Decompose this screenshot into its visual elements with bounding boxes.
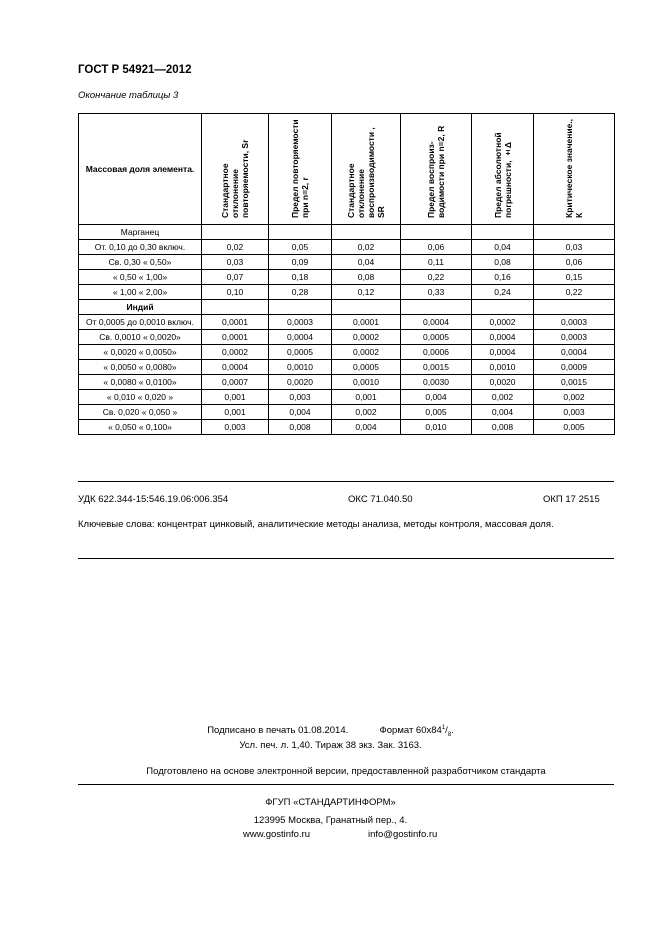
- table-row: [79, 315, 615, 330]
- value-cell: 0,0009: [534, 360, 615, 375]
- value-cell: 0,004: [401, 390, 472, 405]
- udk-code: УДК 622.344-15:546.19.06:006.354: [78, 494, 229, 505]
- value-cell: 0,0004: [202, 360, 269, 375]
- value-cell: 0,0015: [534, 375, 615, 390]
- value-cell: 0,002: [534, 390, 615, 405]
- signed-date: Подписано в печать 01.08.2014.: [207, 725, 349, 737]
- divider-bottom: [78, 558, 614, 559]
- oks-code: ОКС 71.040.50: [348, 494, 413, 505]
- value-cell: 0,03: [202, 255, 269, 270]
- table-row: [79, 285, 615, 300]
- value-cell: 0,004: [332, 420, 401, 435]
- range-cell: От. 0,10 до 0,30 включ.: [79, 240, 202, 255]
- value-cell: 0,0005: [332, 360, 401, 375]
- empty-cell: [202, 225, 269, 240]
- okp-code: ОКП 17 2515: [543, 494, 600, 505]
- value-cell: 0,0010: [269, 360, 332, 375]
- precision-table: [78, 113, 615, 435]
- value-cell: 0,0020: [269, 375, 332, 390]
- value-cell: 0,002: [332, 405, 401, 420]
- publisher-address: 123995 Москва, Гранатный пер., 4.: [253, 815, 408, 826]
- value-cell: 0,0010: [332, 375, 401, 390]
- value-cell: 0,001: [202, 390, 269, 405]
- column-header-R: Предел воспроиз-водимости при n=2, R: [401, 114, 472, 225]
- value-cell: 0,0004: [472, 330, 534, 345]
- empty-cell: [472, 300, 534, 315]
- value-cell: 0,22: [534, 285, 615, 300]
- value-cell: 0,09: [269, 255, 332, 270]
- table-row: [79, 390, 615, 405]
- column-header-sR: Стандартное отклонение воспроизводимости , SR: [332, 114, 401, 225]
- value-cell: 0,0005: [401, 330, 472, 345]
- value-cell: 0,02: [202, 240, 269, 255]
- value-cell: 0,0003: [534, 330, 615, 345]
- value-cell: 0,0001: [202, 315, 269, 330]
- column-header-element: Массовая доля элемента.: [79, 114, 202, 225]
- table-header-row: [79, 114, 615, 225]
- value-cell: 0,0001: [332, 315, 401, 330]
- value-cell: 0,0002: [332, 345, 401, 360]
- format-fraction-num: 1: [441, 725, 446, 731]
- value-cell: 0,003: [269, 390, 332, 405]
- print-format: Формат 60x84: [379, 725, 442, 737]
- empty-cell: [401, 300, 472, 315]
- value-cell: 0,004: [269, 405, 332, 420]
- value-cell: 0,005: [534, 420, 615, 435]
- value-cell: 0,22: [401, 270, 472, 285]
- column-header-r: Предел повторяемости при n=2, r: [269, 114, 332, 225]
- empty-cell: [534, 300, 615, 315]
- range-cell: Св. 0,30 « 0,50»: [79, 255, 202, 270]
- empty-cell: [472, 225, 534, 240]
- empty-cell: [332, 225, 401, 240]
- value-cell: 0,008: [269, 420, 332, 435]
- range-cell: От 0,0005 до 0,0010 включ.: [79, 315, 202, 330]
- range-cell: « 0,010 « 0,020 »: [79, 390, 202, 405]
- value-cell: 0,0004: [472, 345, 534, 360]
- document-id: ГОСТ Р 54921—2012: [78, 64, 192, 76]
- empty-cell: [202, 300, 269, 315]
- empty-cell: [269, 225, 332, 240]
- column-header-delta: Предел абсолютной погрешности, ±Δ: [472, 114, 534, 225]
- value-cell: 0,04: [472, 240, 534, 255]
- value-cell: 0,0002: [332, 330, 401, 345]
- value-cell: 0,008: [472, 420, 534, 435]
- range-cell: Св. 0,020 « 0,050 »: [79, 405, 202, 420]
- value-cell: 0,15: [534, 270, 615, 285]
- value-cell: 0,003: [202, 420, 269, 435]
- range-cell: Св. 0,0010 « 0,0020»: [79, 330, 202, 345]
- value-cell: 0,07: [202, 270, 269, 285]
- value-cell: 0,010: [401, 420, 472, 435]
- table-row: [79, 420, 615, 435]
- value-cell: 0,0004: [401, 315, 472, 330]
- table-row: [79, 375, 615, 390]
- divider-top: [78, 481, 614, 482]
- value-cell: 0,28: [269, 285, 332, 300]
- group-row: [79, 300, 615, 315]
- keywords: Ключевые слова: концентрат цинковый, аналитические методы анализа, методы контроля, массовая доля.: [78, 519, 554, 530]
- website-link[interactable]: www.gostinfo.ru: [243, 829, 311, 840]
- value-cell: 0,10: [202, 285, 269, 300]
- empty-cell: [401, 225, 472, 240]
- table-row: [79, 345, 615, 360]
- table-body: [79, 225, 615, 435]
- value-cell: 0,05: [269, 240, 332, 255]
- range-cell: « 0,050 « 0,100»: [79, 420, 202, 435]
- value-cell: 0,33: [401, 285, 472, 300]
- value-cell: 0,16: [472, 270, 534, 285]
- table-row: [79, 255, 615, 270]
- value-cell: 0,02: [332, 240, 401, 255]
- column-header-k: Критическое значение., К: [534, 114, 615, 225]
- table-row: [79, 360, 615, 375]
- value-cell: 0,0002: [472, 315, 534, 330]
- range-cell: « 1,00 « 2,00»: [79, 285, 202, 300]
- value-cell: 0,0015: [401, 360, 472, 375]
- value-cell: 0,0020: [472, 375, 534, 390]
- table-continuation-note: Окончание таблицы 3: [78, 90, 179, 101]
- value-cell: 0,0007: [202, 375, 269, 390]
- value-cell: 0,03: [534, 240, 615, 255]
- table-row: [79, 240, 615, 255]
- imprint-line-1: Подписано в печать 01.08.2014. Формат $60x84^1/_8$.: [207, 725, 454, 739]
- table-row: [79, 405, 615, 420]
- value-cell: 0,0001: [202, 330, 269, 345]
- group-name: Индий: [79, 300, 202, 315]
- email-link[interactable]: info@gostinfo.ru: [368, 829, 438, 840]
- group-row: [79, 225, 615, 240]
- value-cell: 0,12: [332, 285, 401, 300]
- value-cell: 0,0003: [269, 315, 332, 330]
- format-fraction-den: 8: [447, 732, 452, 739]
- empty-cell: [269, 300, 332, 315]
- value-cell: 0,0002: [202, 345, 269, 360]
- value-cell: 0,06: [401, 240, 472, 255]
- column-header-sr: Стандартное отклонение повторяемости, Sr: [202, 114, 269, 225]
- value-cell: 0,001: [202, 405, 269, 420]
- value-cell: 0,11: [401, 255, 472, 270]
- value-cell: 0,04: [332, 255, 401, 270]
- table-row: [79, 330, 615, 345]
- value-cell: 0,0030: [401, 375, 472, 390]
- publisher-name: ФГУП «СТАНДАРТИНФОРМ»: [265, 797, 396, 808]
- value-cell: 0,0004: [269, 330, 332, 345]
- value-cell: 0,0004: [534, 345, 615, 360]
- range-cell: « 0,0020 « 0,0050»: [79, 345, 202, 360]
- empty-cell: [534, 225, 615, 240]
- value-cell: 0,002: [472, 390, 534, 405]
- group-name: Марганец: [79, 225, 202, 240]
- value-cell: 0,005: [401, 405, 472, 420]
- value-cell: 0,003: [534, 405, 615, 420]
- value-cell: 0,001: [332, 390, 401, 405]
- value-cell: 0,0005: [269, 345, 332, 360]
- empty-cell: [332, 300, 401, 315]
- prepared-note: Подготовлено на основе электронной версии, предоставленной разработчиком стандарта: [146, 766, 546, 777]
- imprint-divider: [78, 784, 614, 785]
- value-cell: 0,0010: [472, 360, 534, 375]
- value-cell: 0,0003: [534, 315, 615, 330]
- imprint-line-2: Усл. печ. л. 1,40. Тираж 38 экз. Зак. 3163.: [239, 740, 422, 751]
- range-cell: « 0,50 « 1,00»: [79, 270, 202, 285]
- value-cell: 0,0006: [401, 345, 472, 360]
- value-cell: 0,18: [269, 270, 332, 285]
- value-cell: 0,24: [472, 285, 534, 300]
- value-cell: 0,004: [472, 405, 534, 420]
- range-cell: « 0,0080 « 0,0100»: [79, 375, 202, 390]
- value-cell: 0,08: [332, 270, 401, 285]
- value-cell: 0,06: [534, 255, 615, 270]
- range-cell: « 0,0050 « 0,0080»: [79, 360, 202, 375]
- value-cell: 0,08: [472, 255, 534, 270]
- table-row: [79, 270, 615, 285]
